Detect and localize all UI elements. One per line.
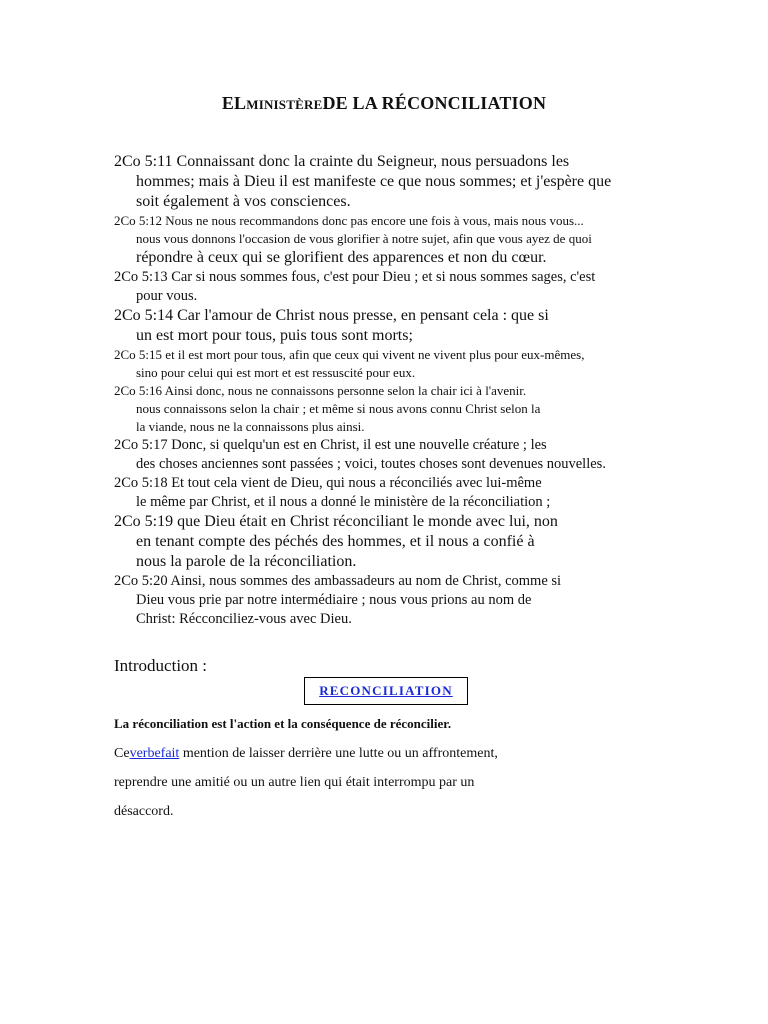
- verse-line: [114, 436, 684, 455]
- verse-text: la viande, nous ne la connaissons plus ainsi.: [136, 419, 365, 434]
- reconciliation-term-link[interactable]: RECONCILIATION: [319, 683, 453, 698]
- sentence-line-3: désaccord.: [114, 804, 174, 819]
- verse-block: [114, 512, 684, 572]
- verse-line: [114, 346, 684, 364]
- sentence-line-1: [114, 746, 498, 762]
- verse-line: [114, 287, 684, 306]
- page-title: [0, 93, 768, 114]
- verse-line: [114, 326, 684, 346]
- verse-text: des choses anciennes sont passées ; voici, toutes choses sont devenues nouvelles.: [136, 456, 606, 472]
- verse-text: Connaissant donc la crainte du Seigneur, nous persuadons les: [176, 153, 570, 170]
- verse-block: [114, 306, 684, 346]
- verse-reference: 2Co 5:18: [114, 475, 168, 491]
- verse-reference: 2Co 5:15: [114, 347, 163, 362]
- verse-text: soit également à vos consciences.: [136, 193, 351, 210]
- introduction-heading: Introduction :: [114, 656, 208, 675]
- verse-line: [114, 268, 684, 287]
- verse-block: [114, 474, 684, 512]
- verse-line: [114, 212, 684, 230]
- verse-text: Ainsi donc, nous ne connaissons personne selon la chair ici à l'avenir.: [164, 383, 527, 398]
- verse-line: [114, 306, 684, 326]
- verse-text: pour vous.: [136, 288, 198, 304]
- verse-block: [114, 268, 684, 306]
- verse-block: [114, 212, 684, 248]
- verse-line: [114, 400, 684, 418]
- verse-line: [114, 192, 684, 212]
- verse-text: nous la parole de la réconciliation.: [136, 553, 357, 570]
- verse-line: [114, 552, 684, 572]
- verse-line: [114, 493, 684, 512]
- verse-line: [114, 230, 684, 248]
- title-part-1: EL: [221, 93, 247, 113]
- verse-text: répondre à ceux qui se glorifient des apparences et non du cœur.: [136, 249, 547, 266]
- verse-text: hommes; mais à Dieu il est manifeste ce que nous sommes; et j'espère que: [136, 173, 612, 190]
- verse-line: [114, 382, 684, 400]
- verse-text: et il est mort pour tous, afin que ceux qui vivent ne vivent plus pour eux-mêmes,: [165, 347, 585, 362]
- sentence-line-2: reprendre une amitié ou un autre lien qui était interrompu par un: [114, 775, 475, 790]
- verse-block: [114, 382, 684, 436]
- verse-reference: 2Co 5:12: [114, 213, 163, 228]
- verse-line: [114, 474, 684, 493]
- verse-text: Car l'amour de Christ nous presse, en pensant cela : que si: [177, 307, 549, 324]
- verse-block: [114, 248, 684, 268]
- verse-text: Christ: Récconciliez-vous avec Dieu.: [136, 611, 352, 627]
- verse-line: [114, 591, 684, 610]
- verse-text: Dieu vous prie par notre intermédiaire ; nous vous prions au nom de: [136, 592, 532, 608]
- verse-line: [114, 512, 684, 532]
- verse-block: [114, 152, 684, 212]
- verse-line: [114, 152, 684, 172]
- verse-text: Ainsi, nous sommes des ambassadeurs au nom de Christ, comme si: [170, 573, 562, 589]
- verse-text: nous vous donnons l'occasion de vous glorifier à notre sujet, afin que vous ayez de quoi: [136, 231, 592, 246]
- title-part-3: DE LA RÉCONCILIATION: [322, 93, 547, 113]
- verse-line: [114, 364, 684, 382]
- verse-line: [114, 455, 684, 474]
- fait-link[interactable]: fait: [160, 746, 180, 761]
- verse-text: Nous ne nous recommandons donc pas encore une fois à vous, mais nous vous...: [165, 213, 584, 228]
- verse-reference: 2Co 5:14: [114, 307, 174, 324]
- verse-line: [114, 172, 684, 192]
- verse-reference: 2Co 5:17: [114, 437, 168, 453]
- term-box: [304, 677, 468, 705]
- verse-reference: 2Co 5:13: [114, 269, 168, 285]
- verse-block: [114, 572, 684, 629]
- verse-line: [114, 610, 684, 629]
- verse-reference: 2Co 5:19: [114, 513, 174, 530]
- verse-list: [114, 152, 684, 629]
- verse-reference: 2Co 5:11: [114, 153, 173, 170]
- verse-text: Et tout cela vient de Dieu, qui nous a réconciliés avec lui-même: [171, 475, 542, 491]
- verse-block: [114, 436, 684, 474]
- verse-text: Donc, si quelqu'un est en Christ, il est une nouvelle créature ; les: [171, 437, 547, 453]
- definition-text: La réconciliation est l'action et la conséquence de réconcilier.: [114, 716, 452, 731]
- sentence-rest: mention de laisser derrière une lutte ou un affrontement,: [179, 746, 498, 761]
- verse-text: le même par Christ, et il nous a donné le ministère de la réconciliation ;: [136, 494, 551, 510]
- verse-text: nous connaissons selon la chair ; et même si nous avons connu Christ selon la: [136, 401, 541, 416]
- verse-text: en tenant compte des péchés des hommes, et il nous a confié à: [136, 533, 535, 550]
- verse-text: Car si nous sommes fous, c'est pour Dieu ; et si nous sommes sages, c'est: [171, 269, 596, 285]
- verse-reference: 2Co 5:20: [114, 573, 168, 589]
- verbe-link[interactable]: verbe: [129, 746, 161, 761]
- verse-line: [114, 248, 684, 268]
- verse-text: que Dieu était en Christ réconciliant le monde avec lui, non: [177, 513, 558, 530]
- verse-block: [114, 346, 684, 382]
- verse-text: sino pour celui qui est mort et est ressuscité pour eux.: [136, 365, 416, 380]
- title-part-2: MINISTÈRE: [246, 97, 323, 112]
- verse-line: [114, 532, 684, 552]
- verse-line: [114, 418, 684, 436]
- verse-text: un est mort pour tous, puis tous sont morts;: [136, 327, 413, 344]
- verse-line: [114, 572, 684, 591]
- verse-reference: 2Co 5:16: [114, 383, 163, 398]
- sentence-start: Ce: [114, 746, 130, 761]
